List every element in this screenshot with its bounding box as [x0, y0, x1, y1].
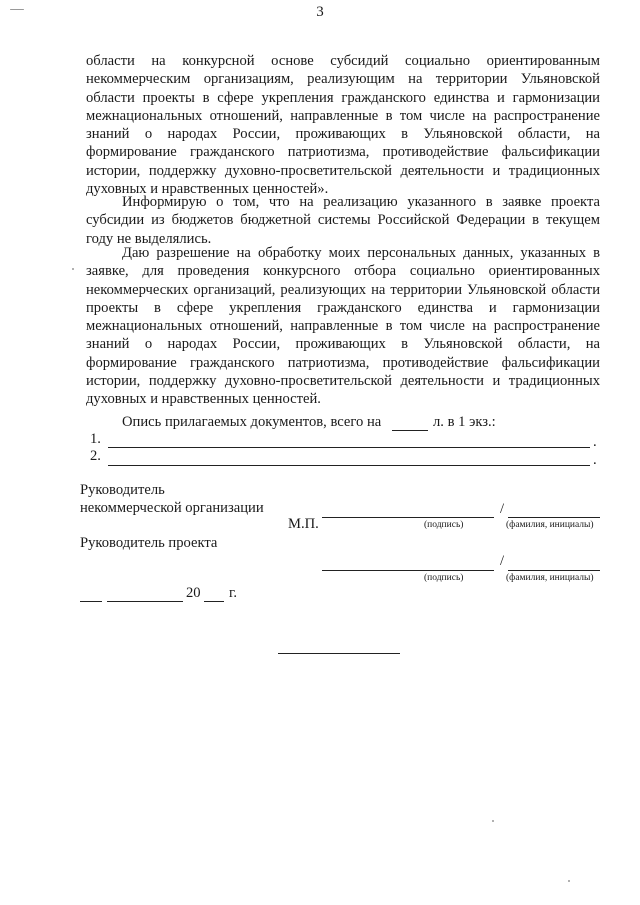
date-year-blank	[204, 601, 224, 602]
date-year-prefix: 20	[186, 585, 201, 601]
closing-separator	[278, 653, 400, 654]
paragraph-continuation: области на конкурсной основе субсидий социально ориентированным некоммерческим организациям, реализующим на территории Ульяновской области проекты в сфере укрепления гражданского единства и гармонизации межнациональных отношений, направленные в том числе на распространение знаний о народах России, проживающих в Ульяновской области, на формирование гражданского патриотизма, противодействие фальсификации истории, поддержку духовно-просветительской деятельности и традиционных духовных и нравственных ценностей».	[86, 53, 600, 198]
org-head-title-line2: некоммерческой организации	[80, 500, 264, 516]
project-head-title: Руководитель проекта	[80, 535, 218, 551]
stamp-label: М.П.	[288, 516, 319, 532]
inventory-item-1-end: .	[593, 434, 597, 450]
inventory-item-1-blank	[108, 447, 590, 448]
org-head-slash: /	[500, 501, 505, 517]
inventory-sheets-blank	[392, 430, 428, 431]
org-head-signature-blank	[322, 517, 494, 518]
project-head-name-blank	[508, 570, 600, 571]
org-head-signature-caption: (подпись)	[424, 520, 464, 530]
org-head-name-blank	[508, 517, 600, 518]
date-month-blank	[107, 601, 183, 602]
scan-speck	[492, 820, 494, 822]
project-head-slash: /	[500, 553, 505, 569]
inventory-item-2-blank	[108, 465, 590, 466]
project-head-signature-blank	[322, 570, 494, 571]
project-head-name-caption: (фамилия, инициалы)	[506, 573, 594, 583]
date-year-suffix: г.	[229, 585, 237, 601]
paragraph-data-consent: Даю разрешение на обработку моих персональных данных, указанных в заявке, для проведения конкурсного отбора социально ориентированных некоммерческих организаций, реализующих на территории Ульяновской области проекты в сфере укрепления гражданского единства и гармонизации межнациональных отношений, направленные в том числе на распространение знаний о народах России, проживающих в Ульяновской области, на формирование гражданского патриотизма, противодействие фальсификации истории, поддержку духовно-просветительской деятельности и традиционных духовных и нравственных ценностей.	[86, 245, 600, 408]
date-day-blank	[80, 601, 102, 602]
inventory-item-1-number: 1.	[90, 431, 101, 447]
page-number: 3	[316, 4, 324, 20]
inventory-item-2-number: 2.	[90, 448, 101, 464]
project-head-signature-caption: (подпись)	[424, 573, 464, 583]
inventory-item-2-end: .	[593, 452, 597, 468]
org-head-name-caption: (фамилия, инициалы)	[506, 520, 594, 530]
scan-speck	[10, 9, 24, 10]
paragraph-funding-info: Информирую о том, что на реализацию указанного в заявке проекта субсидии из бюджетов бюджетной системы Российской Федерации в текущем году не выделялись.	[86, 194, 600, 247]
inventory-suffix: л. в 1 экз.:	[433, 414, 496, 430]
scan-speck	[72, 268, 74, 270]
inventory-label: Опись прилагаемых документов, всего на	[122, 414, 382, 430]
org-head-title-line1: Руководитель	[80, 482, 165, 498]
scan-speck	[568, 880, 570, 882]
